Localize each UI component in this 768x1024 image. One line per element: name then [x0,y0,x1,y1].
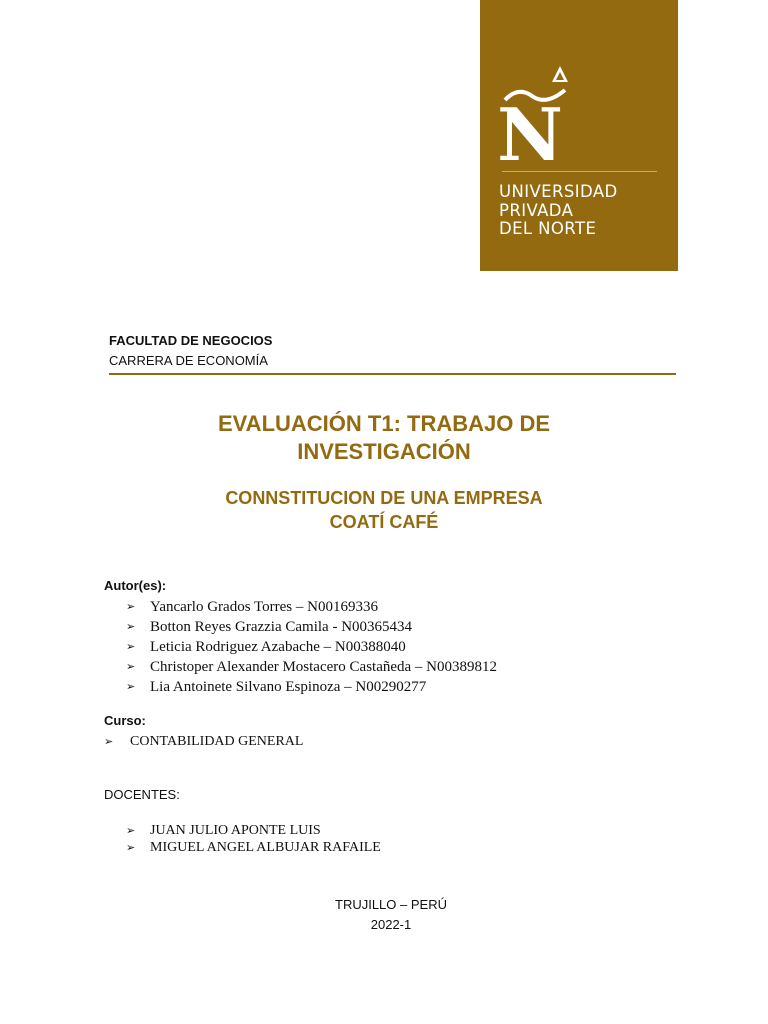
arrowhead-bullet-icon: ➢ [126,640,136,653]
logo-line-2: PRIVADA [499,201,574,220]
arrowhead-bullet-icon: ➢ [126,600,136,613]
faculty-name: FACULTAD DE NEGOCIOS [109,333,273,348]
document-subtitle [0,486,768,534]
authors-label: Autor(es): [104,578,167,593]
list-item: ➢ MIGUEL ANGEL ALBUJAR RAFAILE [126,840,381,855]
course-list [104,733,304,751]
logo-line-1: UNIVERSIDAD [499,182,618,201]
arrowhead-bullet-icon: ➢ [104,735,114,748]
footer-place: TRUJILLO – PERÚ [335,897,447,912]
logo-letter: N [497,92,563,177]
footer-term: 2022-1 [370,917,412,932]
header-divider [109,373,676,375]
arrowhead-bullet-icon: ➢ [126,620,136,633]
subtitle-line-1: CONNSTITUCION DE UNA EMPRESA [225,488,543,508]
list-item: ➢ Botton Reyes Grazzia Camila - N00365434 [126,619,413,635]
list-item: ➢ Lia Antoinete Silvano Espinoza – N00290277 [126,679,427,695]
teachers-label: DOCENTES: [104,787,180,802]
title-line-1: EVALUACIÓN T1: TRABAJO DE [217,411,551,436]
logo-line-3: DEL NORTE [499,219,597,238]
university-logo [480,0,678,271]
logo-divider [502,171,657,172]
subtitle-line-2: COATÍ CAFÉ [329,512,439,532]
teachers-list [126,822,381,856]
list-item: ➢ Leticia Rodriguez Azabache – N00388040 [126,639,406,655]
career-name: CARRERA DE ECONOMÍA [109,353,268,368]
document-title [0,410,768,466]
title-line-2: INVESTIGACIÓN [297,439,471,464]
list-item: ➢ Christoper Alexander Mostacero Castañeda – N00389812 [126,659,497,675]
list-item: ➢ Yancarlo Grados Torres – N00169336 [126,599,378,615]
list-item: ➢ CONTABILIDAD GENERAL [104,734,304,749]
list-item: ➢ JUAN JULIO APONTE LUIS [126,823,321,838]
arrowhead-bullet-icon: ➢ [126,824,136,837]
arrowhead-bullet-icon: ➢ [126,841,136,854]
authors-list [126,597,497,697]
arrowhead-bullet-icon: ➢ [126,680,136,693]
course-label: Curso: [104,713,146,728]
arrowhead-bullet-icon: ➢ [126,660,136,673]
